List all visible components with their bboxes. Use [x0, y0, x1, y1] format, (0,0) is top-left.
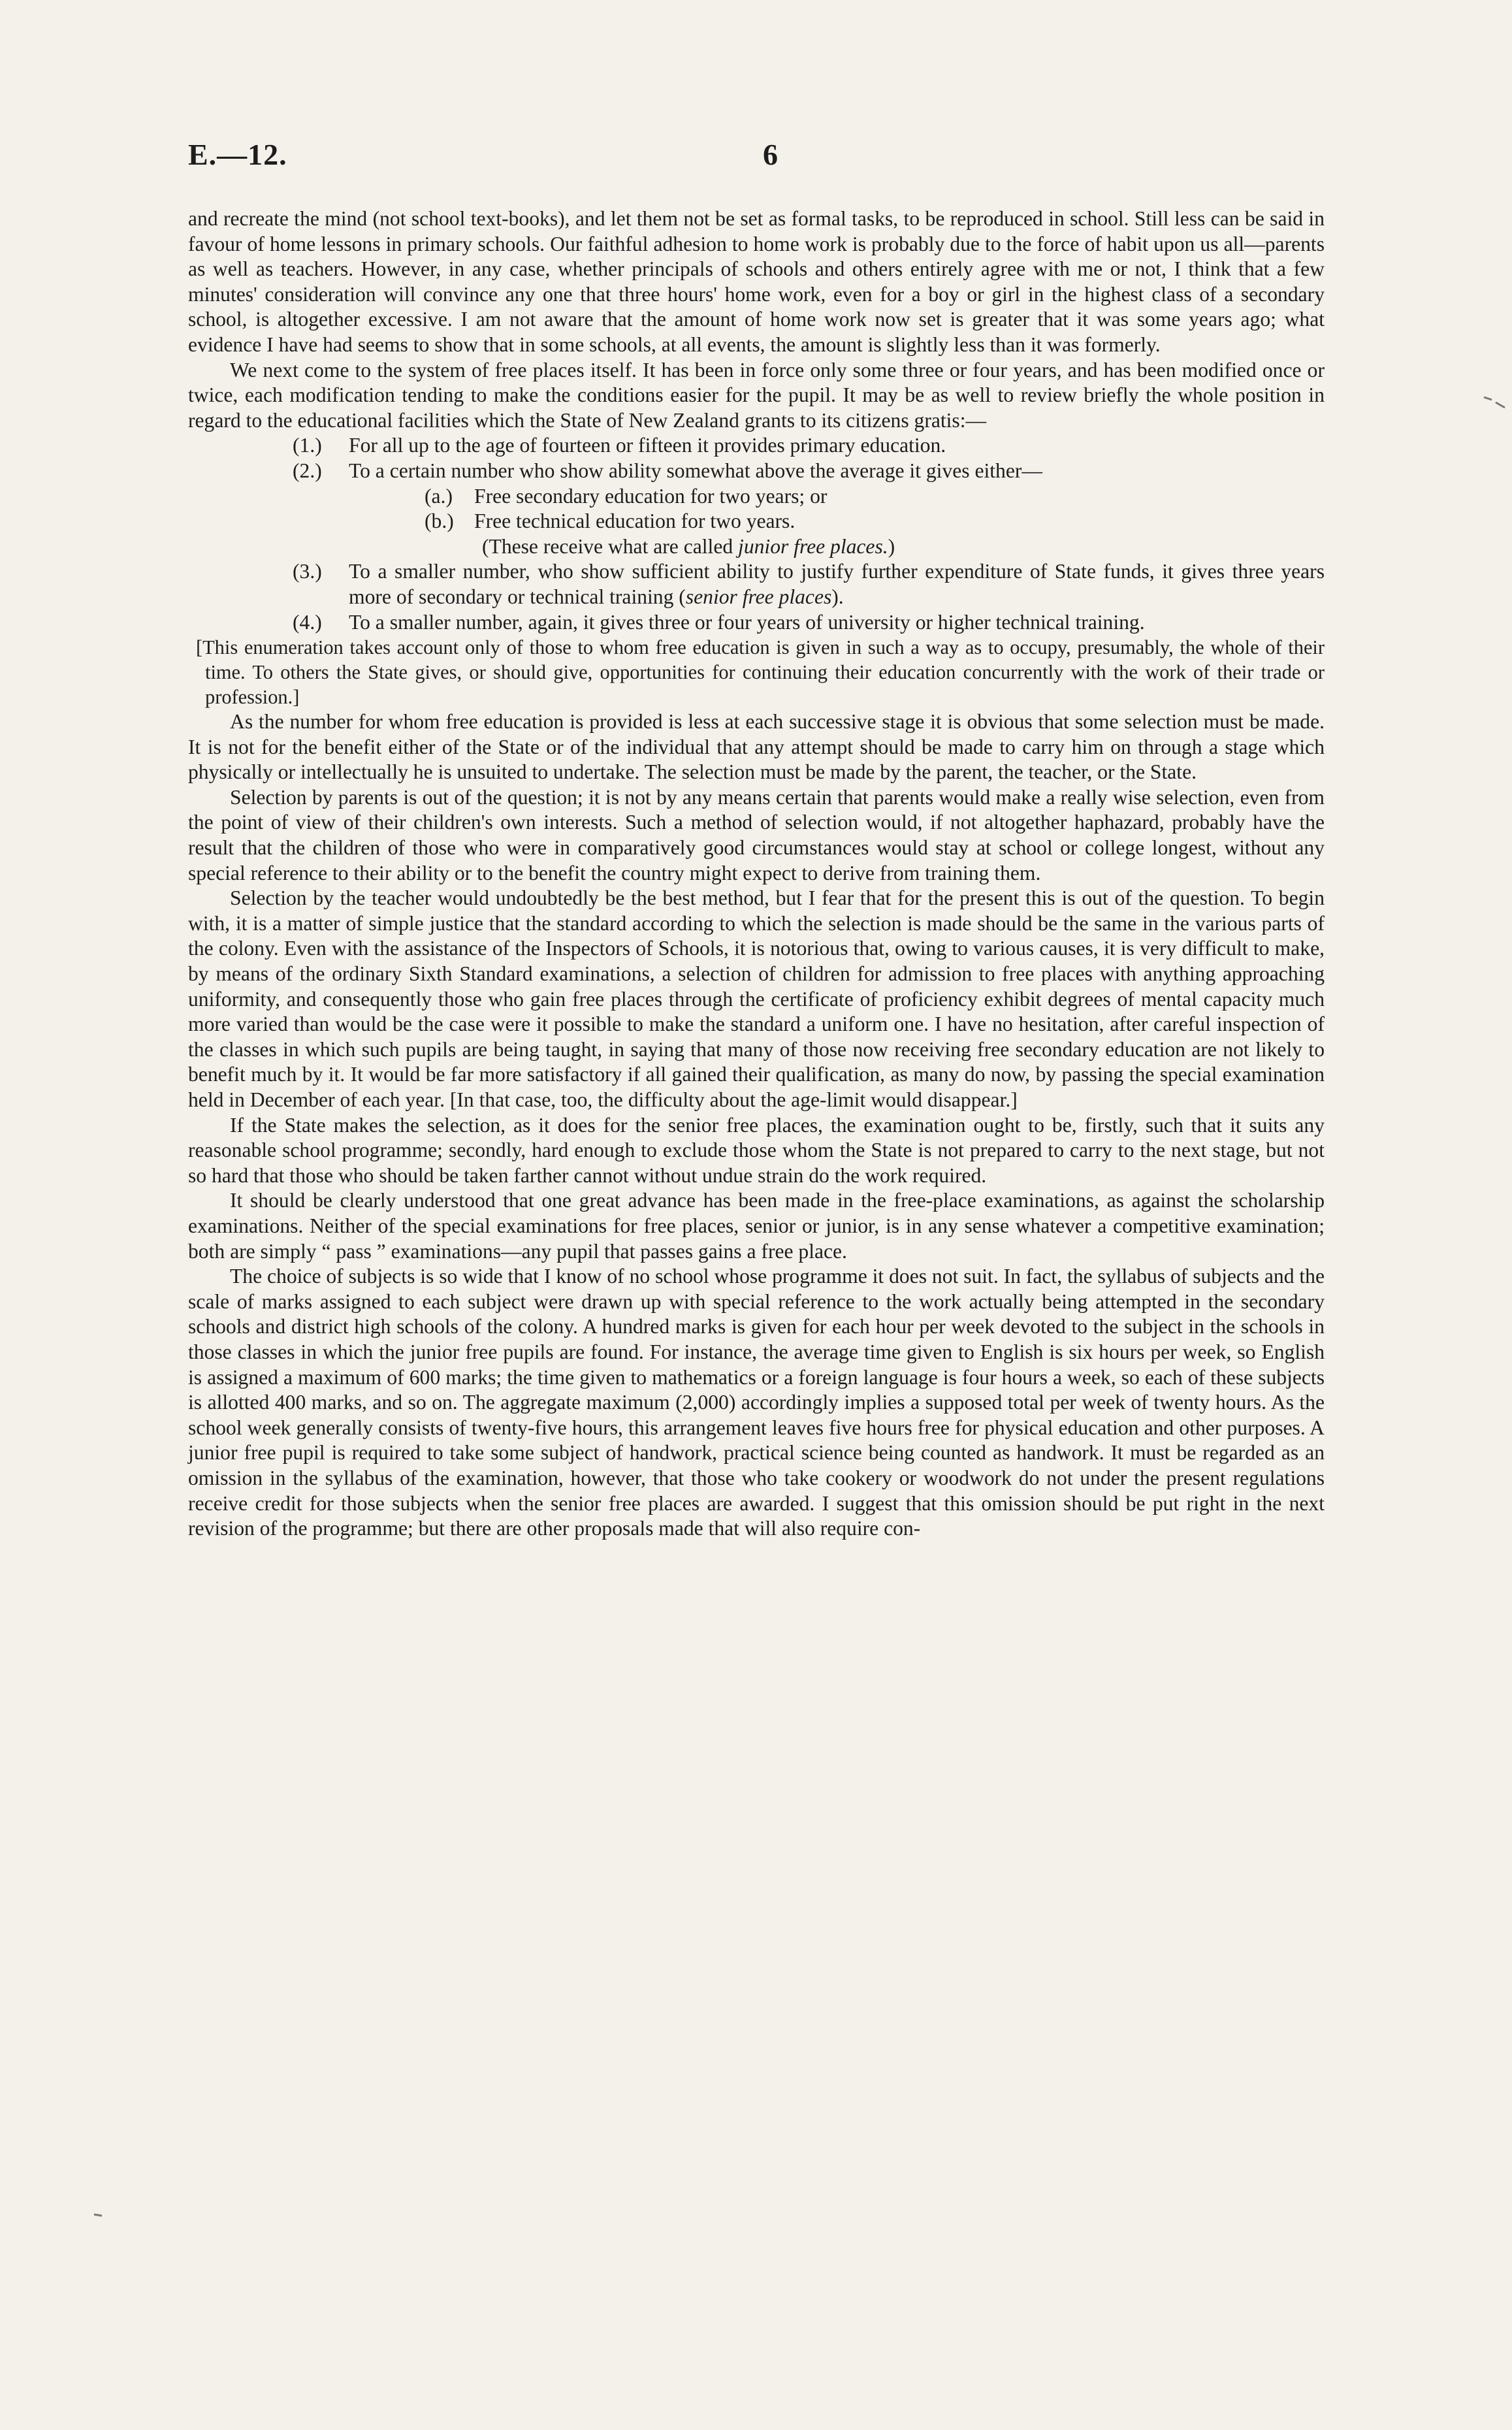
list-item-4-number: (4.) [293, 610, 322, 634]
sub-item-a-label: (a.) [425, 484, 453, 508]
paragraph-4: Selection by parents is out of the question; it is not by any means certain that parents would make a really wise selection, even from the point of view of their children's own interests. Such a method of selection would, if not altogether haphazard, probably have the result that the children of those who were in comparatively good circumstances would stay at school or college longest, without any special reference to their ability or to the benefit the country might expect to derive from training them. [188, 785, 1325, 884]
paragraph-6: If the State makes the selection, as it does for the senior free places, the examination ought to be, firstly, such that it suits any reasonable school programme; secondly, hard enough to exclude those whom the State is not prepared to carry to the next stage, but not so hard that those who should be taken farther cannot without undue strain do the work required. [188, 1113, 1325, 1187]
paragraph-2: We next come to the system of free places itself. It has been in force only some three or four years, and has been modified once or twice, each modification tending to make the conditions easier for the pupil. It may be as well to review briefly the whole position in regard to the educational facilities which the State of New Zealand grants to its citizens gratis:— [188, 358, 1325, 432]
sub-item-b-text: Free technical education for two years. [474, 510, 796, 533]
paragraph-5: Selection by the teacher would undoubtedly be the best method, but I fear that for the present this is out of the question. To begin with, it is a matter of simple justice that the standard according to which the selection is made should be the same in the various parts of the colony. Even with the assistance of the Inspectors of Schools, it is notorious that, owing to various causes, it is very difficult to make, by means of the ordinary Sixth Standard examinations, a selection of children for admission to free places with anything approaching uniformity, and consequently those who gain free places through the certificate of proficiency exhibit degrees of mental capacity much more varied than would be the case were it possible to make the standard a uniform one. I have no hesitation, after careful inspection of the classes in which such pupils are being taught, in saying that many of those now receiving free secondary education are not likely to benefit much by it. It would be far more satisfactory if all gained their qualification, as many do now, by passing the special examination held in December of each year. [In that case, too, the difficulty about the age-limit would disappear.] [188, 886, 1325, 1111]
margin-dot-mark [91, 2208, 111, 2221]
list-item-3-text-post: ). [831, 585, 844, 608]
list-item-1 [293, 433, 1325, 459]
junior-note-pre: (These receive what are called [482, 534, 739, 558]
document-body [188, 206, 1325, 1542]
margin-smudge-mark [1483, 392, 1509, 412]
bracketed-note: [This enumeration takes account only of those to whom free education is given in such a way as to occupy, presumably, the whole of their time. To others the State gives, or should give, opportunities for continuing their education concurrently with the work of their trade or profession.] [196, 636, 1325, 709]
list-item-2-text: To a certain number who show ability somewhat above the average it gives either— [349, 459, 1042, 482]
sub-item-a [425, 484, 1325, 510]
paragraph-8: The choice of subjects is so wide that I know of no school whose programme it does not suit. In fact, the syllabus of subjects and the scale of marks assigned to each subject were drawn up with special reference to the work actually being attempted in the secondary schools and district high schools of the colony. A hundred marks is given for each hour per week devoted to the subject in the schools in those classes in which the junior free pupils are found. For instance, the average time given to English is six hours per week, so English is assigned a maximum of 600 marks; the time given to mathematics or a foreign language is four hours a week, so each of these subjects is allotted 400 marks, and so on. The aggregate maximum (2,000) accordingly implies a supposed total per week of twenty hours. As the school week generally consists of twenty-five hours, this arrangement leaves five hours free for physical education and other purposes. A junior free pupil is required to take some subject of handwork, practical science being counted as handwork. It must be regarded as an omission in the syllabus of the examination, however, that those who take cookery or woodwork do not under the present regulations receive credit for those subjects when the senior free places are awarded. I suggest that this omission should be put right in the next revision of the programme; but there are other proposals made that will also require con- [188, 1265, 1325, 1540]
list-item-3-number: (3.) [293, 560, 322, 583]
list-item-3-italic: senior free places [685, 585, 832, 608]
list-item-2 [293, 459, 1325, 484]
paragraph-1: and recreate the mind (not school text-books), and let them not be set as formal tasks, to be reproduced in school. Still less can be said in favour of home lessons in primary schools. Our faithful adhesion to home work is probably due to the force of habit upon us all—parents as well as teachers. However, in any case, whether principals of schools and others entirely agree with me or not, I think that a few minutes' consideration will convince any one that three hours' home work, even for a boy or girl in the highest class of a secondary school, is altogether excessive. I am not aware that the amount of home work now set is greater that it was some years ago; what evidence I have had seems to show that in some schools, at all events, the amount is slightly less than it was formerly. [188, 207, 1325, 356]
sub-item-b-label: (b.) [425, 510, 454, 533]
page-number: 6 [763, 138, 778, 171]
list-item-2-number: (2.) [293, 459, 322, 482]
sub-item-a-text: Free secondary education for two years; or [474, 484, 828, 508]
list-item-4-text: To a smaller number, again, it gives three or four years of university or higher technical training. [349, 610, 1145, 634]
list-item-1-number: (1.) [293, 434, 322, 457]
paragraph-3: As the number for whom free education is provided is less at each successive stage it is obvious that some selection must be made. It is not for the benefit either of the State or of the individual that any attempt should be made to carry him on through a stage which physically or intellectually he is unsuited to undertake. The selection must be made by the parent, the teacher, or the State. [188, 710, 1325, 784]
list-item-3-text [349, 559, 1325, 609]
junior-note-post: ) [888, 534, 895, 558]
list-item-3 [293, 559, 1325, 609]
list-item-1-text: For all up to the age of fourteen or fifteen it provides primary education. [349, 434, 946, 457]
list-item-3-text-pre: To a smaller number, who show sufficient ability to justify further expenditure of State funds, it gives three years more of secondary or technical training ( [349, 560, 1325, 608]
page-header [188, 137, 1325, 176]
paragraph-7: It should be clearly understood that one great advance has been made in the free-place examinations, as against the scholarship examinations. Neither of the special examinations for free places, senior or junior, is in any sense whatever a competitive examination; both are simply “ pass ” examinations—any pupil that passes gains a free place. [188, 1189, 1325, 1263]
junior-free-places-note [482, 534, 1325, 560]
junior-note-italic: junior free places. [738, 534, 888, 558]
page-reference: E.—12. [188, 138, 287, 171]
sub-item-b [425, 509, 1325, 534]
list-item-4 [293, 610, 1325, 636]
